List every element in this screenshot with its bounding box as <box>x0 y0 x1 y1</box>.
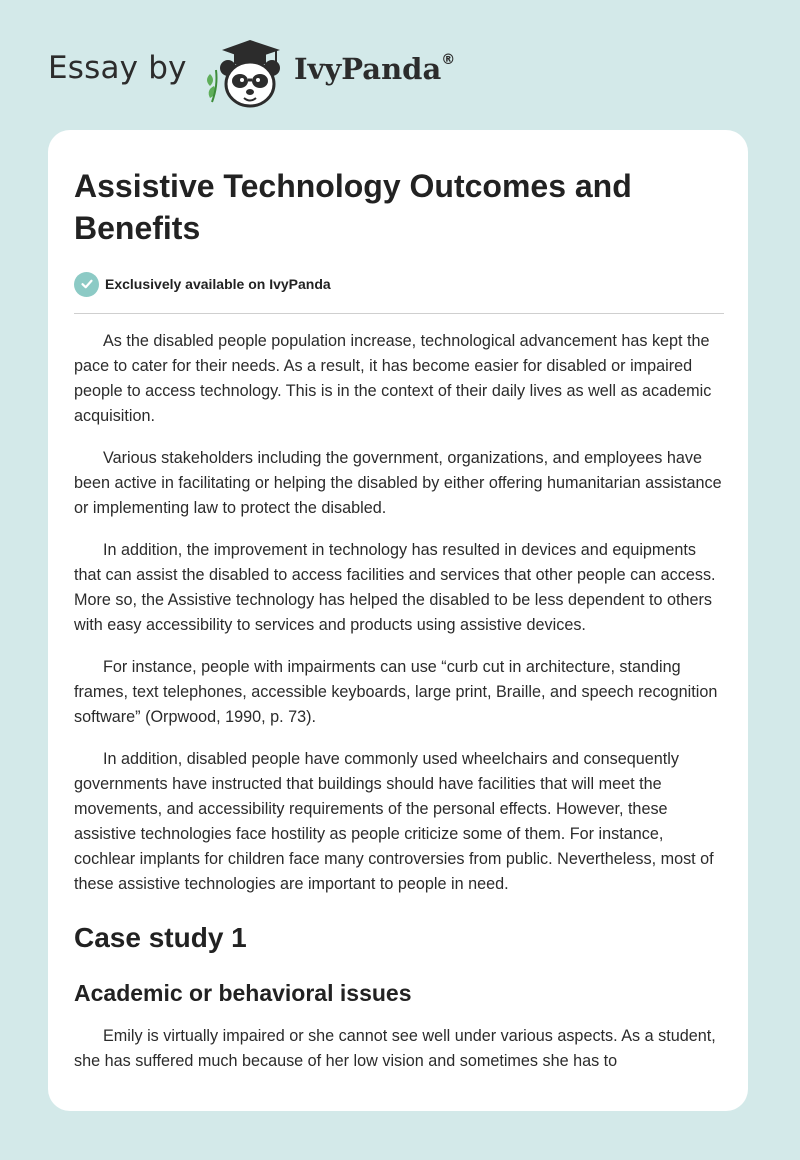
brand-header[interactable] <box>48 34 468 110</box>
paragraph: As the disabled people population increase, technological advancement has kept the pace to cater for their needs. As a result, it has become easier for disabled or impaired people to access technology. This is in the context of their daily lives as well as academic acquisition. <box>74 332 712 425</box>
check-circle-icon <box>74 272 99 297</box>
paragraph: For instance, people with impairments can use “curb cut in architecture, standing frames, text telephones, accessible keyboards, large print, Braille, and speech recognition software” (Orpwood, 1990, p. 73). <box>74 658 718 726</box>
brand-prefix: Essay by <box>48 50 187 86</box>
subsection-heading: Academic or behavioral issues <box>74 980 412 1006</box>
panda-graduate-logo-icon <box>202 34 292 110</box>
exclusive-label: Exclusively available on IvyPanda <box>105 276 331 292</box>
exclusive-badge <box>74 270 724 314</box>
article-body <box>74 329 724 897</box>
brand-name: IvyPanda® <box>294 52 456 86</box>
article-body-continued <box>74 1024 724 1074</box>
paragraph: In addition, the improvement in technology has resulted in devices and equipments that can assist the disabled to access facilities and services that other people can access. More so, the Assistive technology has helped the disabled to be less dependent to others with easy accessibility to services and products using assistive devices. <box>74 541 716 634</box>
paragraph: In addition, disabled people have commonly used wheelchairs and consequently governments have instructed that buildings should have facilities that will meet the movements, and accessibility requirements of the personal effects. However, these assistive technologies face hostility as people criticize some of them. For instance, cochlear implants for children face many controversies from public. Nevertheless, most of these assistive technologies are important to people in need. <box>74 750 714 893</box>
article-card <box>48 130 748 1111</box>
paragraph: Emily is virtually impaired or she cannot see well under various aspects. As a student, she has suffered much because of her low vision and sometimes she has to <box>74 1027 716 1070</box>
article-title: Assistive Technology Outcomes and Benefits <box>74 168 632 246</box>
paragraph: Various stakeholders including the government, organizations, and employees have been active in facilitating or helping the disabled by either offering humanitarian assistance or implementing law to protect the disabled. <box>74 449 722 517</box>
section-heading: Case study 1 <box>74 922 247 953</box>
